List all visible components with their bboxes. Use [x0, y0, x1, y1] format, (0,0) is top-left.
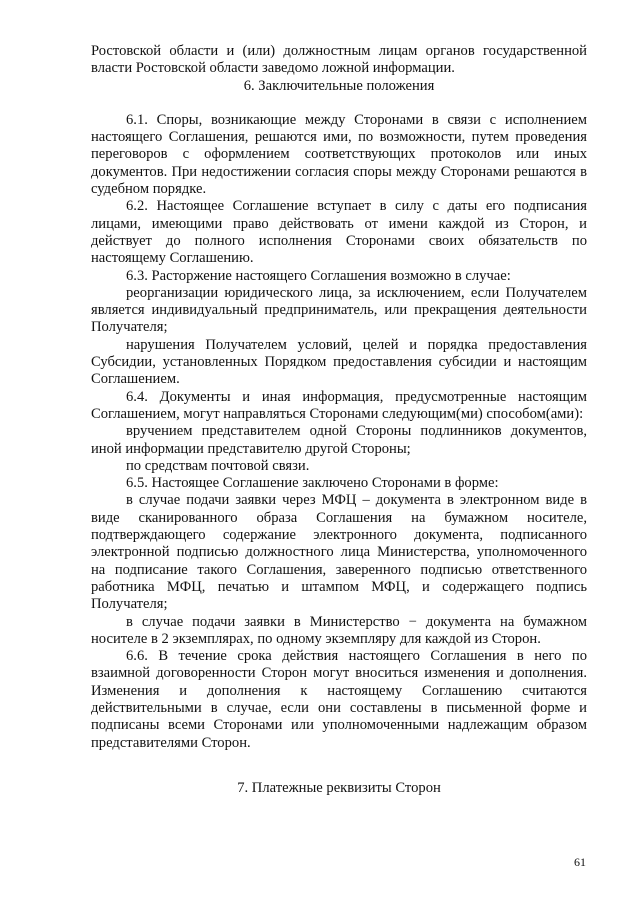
- paragraph-6-3: 6.3. Расторжение настоящего Соглашения возможно в случае:: [126, 267, 511, 284]
- paragraph-6-4-item-1: вручением представителем одной Стороны подлинников документов, иной информации представителю другой Стороны;: [91, 423, 587, 457]
- paragraph-6-4: 6.4. Документы и иная информация, предусмотренные настоящим Соглашением, могут направляться Сторонами следующим(ми) способом(ами):: [91, 388, 587, 422]
- document-page: [91, 43, 587, 797]
- paragraph-6-6: 6.6. В течение срока действия настоящего Соглашения в него по взаимной договоренности Сторон могут вноситься изменения и дополнения. Изменения и дополнения к настоящему Соглашению считаются действительными в случае, если они составлены в письменной форме и подписаны всеми Сторонами или уполномоченными надлежащим образом представителями Сторон.: [91, 648, 587, 751]
- paragraph-6-5-item-1: в случае подачи заявки через МФЦ – документа в электронном виде в виде сканированного образа Соглашения на бумажном носителе, подтверждающего содержание электронного документа, подписанного электронной подписью должностного лица Министерства, уполномоченного на подписание такого Соглашения, заверенного подписью ответственного работника МФЦ, печатью и штампом МФЦ, и содержащего подпись Получателя;: [91, 492, 587, 613]
- page-number: 61: [574, 855, 586, 869]
- section-heading-6: 6. Заключительные положения: [243, 77, 435, 94]
- paragraph-6-5-item-2: в случае подачи заявки в Министерство − документа на бумажном носителе в 2 экземплярах, по одному экземпляру для каждой из Сторон.: [91, 613, 587, 647]
- paragraph-6-5: 6.5. Настоящее Соглашение заключено Сторонами в форме:: [126, 475, 499, 492]
- paragraph-6-2: 6.2. Настоящее Соглашение вступает в силу с даты его подписания лицами, имеющими право действовать от имени каждой из Сторон, и действует до полного исполнения Сторонами своих обязательств по настоящему Соглашению.: [91, 198, 587, 267]
- section-heading-7: 7. Платежные реквизиты Сторон: [237, 779, 441, 796]
- paragraph-continuation: Ростовской области и (или) должностным лицам органов государственной власти Ростовской области заведомо ложной информации.: [91, 43, 587, 77]
- paragraph-6-1: 6.1. Споры, возникающие между Сторонами в связи с исполнением настоящего Соглашения, решаются ими, по возможности, путем проведения переговоров с оформлением соответствующих протоколов или иных документов. При недостижении согласия споры между Сторонами решаются в судебном порядке.: [91, 111, 587, 198]
- paragraph-6-4-item-2: по средствам почтовой связи.: [126, 457, 310, 474]
- paragraph-6-3-item-2: нарушения Получателем условий, целей и порядка предоставления Субсидии, установленных Порядком предоставления субсидии и настоящим Соглашением.: [91, 336, 587, 388]
- paragraph-6-3-item-1: реорганизации юридического лица, за исключением, если Получателем является индивидуальный предприниматель, или прекращения деятельности Получателя;: [91, 284, 587, 336]
